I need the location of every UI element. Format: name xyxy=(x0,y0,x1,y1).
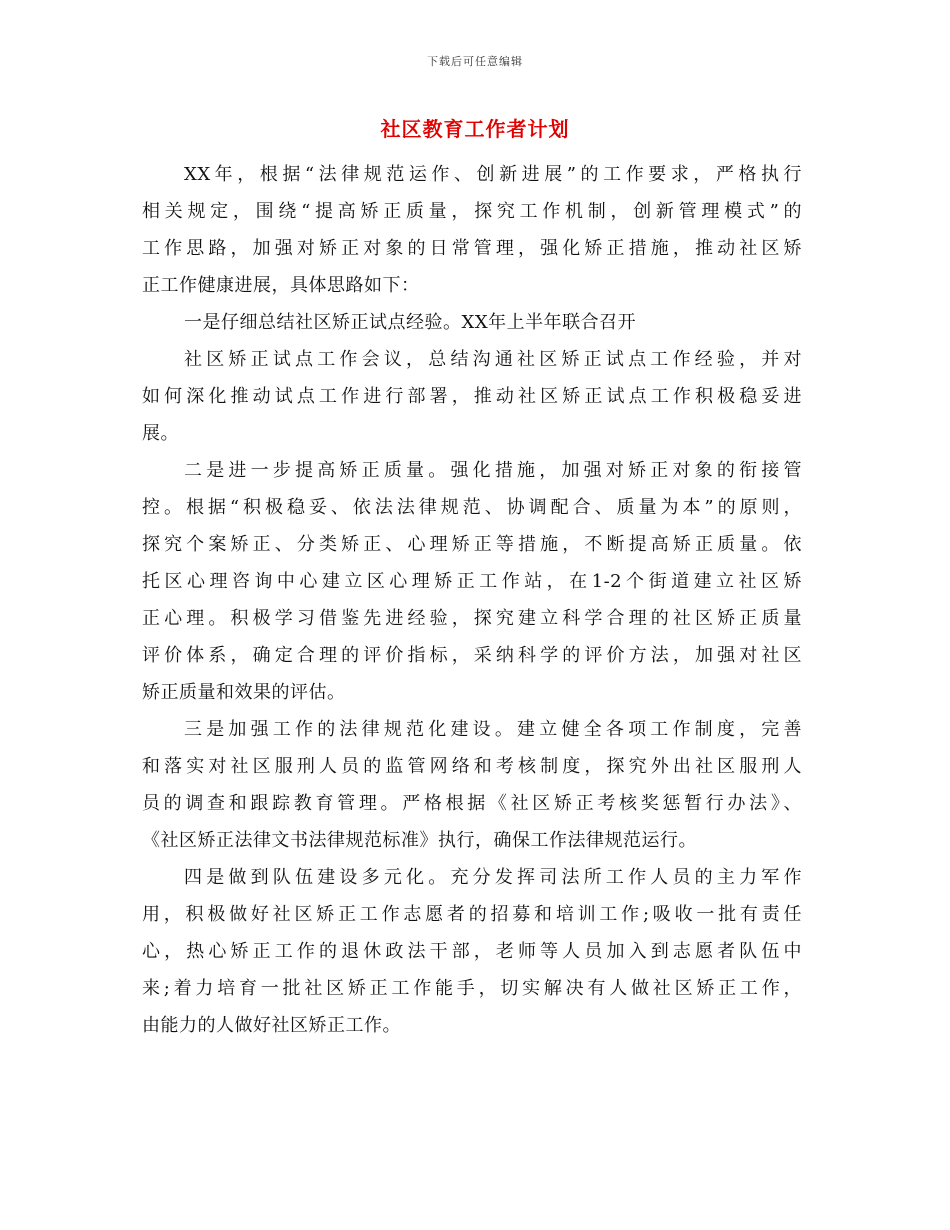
document-title: 社区教育工作者计划 xyxy=(380,117,570,141)
body-text-line: 相关规定，围绕“提高矫正质量，探究工作机制，创新管理模式”的 xyxy=(142,201,802,222)
body-text-line: 由能力的人做好社区矫正工作。 xyxy=(142,1015,401,1036)
body-text-line: 如何深化推动试点工作进行部署，推动社区矫正试点工作积极稳妥进 xyxy=(142,386,802,407)
body-text-line: 员的调查和跟踪教育管理。严格根据《社区矫正考核奖惩暂行办法》、 xyxy=(142,793,802,814)
body-text-line: 正心理。积极学习借鉴先进经验，探究建立科学合理的社区矫正质量 xyxy=(142,608,802,629)
body-text-line: XX年，根据“法律规范运作、创新进展”的工作要求，严格执行 xyxy=(184,164,802,185)
body-text-line: 探究个案矫正、分类矫正、心理矫正等措施，不断提高矫正质量。依 xyxy=(142,534,802,555)
body-text-line: 正工作健康进展，具体思路如下： xyxy=(142,275,420,296)
body-text-line: 矫正质量和效果的评估。 xyxy=(142,682,346,703)
body-text-line: 展。 xyxy=(142,423,179,444)
body-text-line: 控。根据“积极稳妥、依法法律规范、协调配合、质量为本”的原则， xyxy=(142,497,802,518)
body-text-line: 用，积极做好社区矫正工作志愿者的招募和培训工作;吸收一批有责任 xyxy=(142,904,802,925)
body-text-line: 一是仔细总结社区矫正试点经验。XX年上半年联合召开 xyxy=(184,312,637,333)
body-text-line: 托区心理咨询中心建立区心理矫正工作站，在1-2个街道建立社区矫 xyxy=(142,571,802,592)
body-text-line: 社区矫正试点工作会议，总结沟通社区矫正试点工作经验，并对 xyxy=(184,349,802,370)
body-text-line: 来;着力培育一批社区矫正工作能手，切实解决有人做社区矫正工作， xyxy=(142,978,802,999)
body-text-line: 和落实对社区服刑人员的监管网络和考核制度，探究外出社区服刑人 xyxy=(142,756,802,777)
body-text-line: 工作思路，加强对矫正对象的日常管理，强化矫正措施，推动社区矫 xyxy=(142,238,802,259)
body-text-line: 评价体系，确定合理的评价指标，采纳科学的评价方法，加强对社区 xyxy=(142,645,802,666)
body-text-line: 心，热心矫正工作的退休政法干部，老师等人员加入到志愿者队伍中 xyxy=(142,941,802,962)
document-body xyxy=(142,156,802,1044)
body-text-line: 二是进一步提高矫正质量。强化措施，加强对矫正对象的衔接管 xyxy=(184,460,802,481)
body-text-line: 《社区矫正法律文书法律规范标准》执行，确保工作法律规范运行。 xyxy=(142,830,697,851)
page-header-note: 下载后可任意编辑 xyxy=(427,55,523,68)
body-text-line: 四是做到队伍建设多元化。充分发挥司法所工作人员的主力军作 xyxy=(184,867,802,888)
body-text-line: 三是加强工作的法律规范化建设。建立健全各项工作制度，完善 xyxy=(184,719,802,740)
